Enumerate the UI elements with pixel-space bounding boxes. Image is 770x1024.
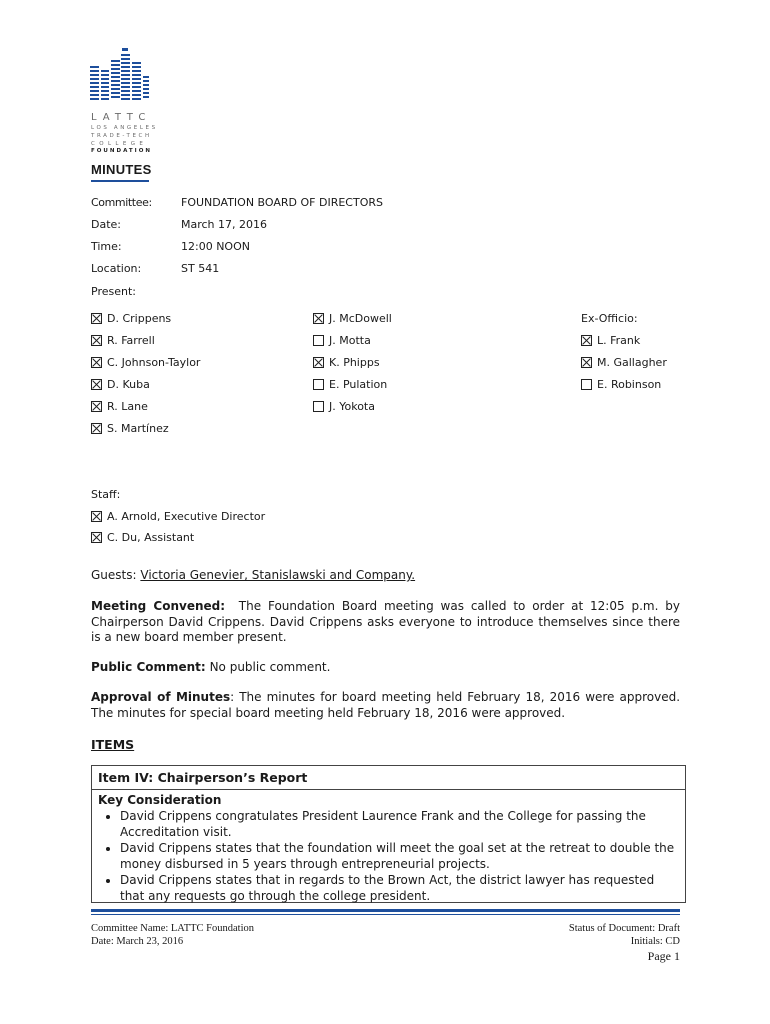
attendee-e-robinson xyxy=(581,378,661,391)
checked-box-icon xyxy=(91,423,102,434)
attendee-name: D. Crippens xyxy=(107,312,172,325)
key-consideration-heading: Key Consideration xyxy=(98,793,222,807)
date-value: March 17, 2016 xyxy=(181,218,268,231)
footer-status: Status of Document: Draft xyxy=(568,923,680,934)
attendee-name: E. Pulation xyxy=(329,378,388,391)
lattc-foundation-logo xyxy=(88,46,152,156)
meeting-convened-label: Meeting Convened: xyxy=(91,599,226,613)
attendee-l-frank xyxy=(581,334,640,347)
ex-officio-label: Ex-Officio: xyxy=(581,312,638,325)
checked-box-icon xyxy=(91,379,102,390)
staff-c-du xyxy=(91,531,194,544)
time-label: Time: xyxy=(91,240,122,253)
attendee-name: E. Robinson xyxy=(597,378,662,391)
meeting-convened-paragraph xyxy=(91,599,680,646)
meeting-convened-text: The Foundation Board meeting was called to order at 12:05 p.m. by Chairperson David Crippens. David Crippens asks everyone to introduce themselves since there is a new board member present. xyxy=(91,599,680,644)
checked-box-icon xyxy=(313,357,324,368)
logo-trade-tech-text: TRADE-TECH xyxy=(91,133,152,139)
page-number: Page 1 xyxy=(647,949,680,963)
approval-text: : The minutes for board meeting held February 18, 2016 were approved. The minutes for special board meeting held February 18, 2016 were approved. xyxy=(91,690,681,720)
time-value: 12:00 NOON xyxy=(181,240,250,253)
guests-line xyxy=(91,568,415,582)
unchecked-box-icon xyxy=(313,401,324,412)
unchecked-box-icon xyxy=(581,379,592,390)
staff-name: A. Arnold, Executive Director xyxy=(107,510,266,523)
title-underline xyxy=(91,180,149,182)
checked-box-icon xyxy=(91,511,102,522)
attendee-name: J. Motta xyxy=(329,334,371,347)
item-iv-body xyxy=(92,790,685,906)
footer-divider-thick xyxy=(91,909,680,912)
checked-box-icon xyxy=(313,313,324,324)
attendee-k-phipps xyxy=(313,356,380,369)
list-item: • David Crippens congratulates President Laurence Frank and the College for passing the Accreditation visit. xyxy=(120,808,679,840)
page-title: MINUTES xyxy=(91,162,152,177)
item-iv-table xyxy=(91,765,686,903)
logo-lattc-text: LATTC xyxy=(91,112,152,123)
attendee-c-johnson-taylor xyxy=(91,356,200,369)
list-item: • David Crippens states that the foundation will meet the goal set at the retreat to double the money disbursed in 5 years through entrepreneurial projects. xyxy=(120,840,679,872)
items-heading: ITEMS xyxy=(91,737,135,752)
checked-box-icon xyxy=(91,532,102,543)
attendee-j-yokota xyxy=(313,400,375,413)
attendee-name: M. Gallagher xyxy=(597,356,667,369)
key-consideration-list xyxy=(98,808,679,904)
attendee-r-farrell xyxy=(91,334,155,347)
attendee-d-crippens xyxy=(91,312,171,325)
approval-paragraph xyxy=(91,690,680,721)
date-label: Date: xyxy=(91,218,121,231)
public-comment-text: No public comment. xyxy=(209,660,331,674)
location-label: Location: xyxy=(91,262,142,275)
staff-name: C. Du, Assistant xyxy=(107,531,195,544)
logo-foundation-text: FOUNDATION xyxy=(91,148,152,154)
checked-box-icon xyxy=(91,357,102,368)
staff-a-arnold xyxy=(91,510,265,523)
public-comment-label: Public Comment: xyxy=(91,660,206,674)
attendee-name: S. Martínez xyxy=(107,422,169,435)
attendee-e-pulation xyxy=(313,378,387,391)
attendee-name: R. Farrell xyxy=(107,334,155,347)
attendee-r-lane xyxy=(91,400,148,413)
guests-value: Victoria Genevier, Stanislawski and Company. xyxy=(140,568,416,582)
attendee-name: J. McDowell xyxy=(329,312,392,325)
attendee-name: J. Yokota xyxy=(329,400,375,413)
checked-box-icon xyxy=(91,401,102,412)
location-value: ST 541 xyxy=(181,262,220,275)
guests-label: Guests: xyxy=(91,568,137,582)
staff-label: Staff: xyxy=(91,488,121,501)
approval-label: Approval of Minutes xyxy=(91,690,231,704)
committee-label: Committee: xyxy=(91,196,152,209)
checked-box-icon xyxy=(91,313,102,324)
attendee-s-martinez xyxy=(91,422,169,435)
attendee-m-gallagher xyxy=(581,356,667,369)
attendee-name: R. Lane xyxy=(107,400,148,413)
attendee-name: L. Frank xyxy=(597,334,641,347)
public-comment-paragraph xyxy=(91,660,680,676)
checked-box-icon xyxy=(91,335,102,346)
attendee-name: D. Kuba xyxy=(107,378,150,391)
present-label: Present: xyxy=(91,285,136,298)
logo-college-text: COLLEGE xyxy=(91,141,148,147)
list-item: • David Crippens states that in regards to the Brown Act, the district lawyer has requested that any requests go through the college president. xyxy=(120,872,679,904)
item-iv-title: Item IV: Chairperson’s Report xyxy=(92,766,685,790)
checked-box-icon xyxy=(581,357,592,368)
checked-box-icon xyxy=(581,335,592,346)
unchecked-box-icon xyxy=(313,335,324,346)
attendee-j-motta xyxy=(313,334,371,347)
attendee-name: K. Phipps xyxy=(329,356,380,369)
footer-date: Date: March 23, 2016 xyxy=(91,936,184,947)
footer-committee-name: Committee Name: LATTC Foundation xyxy=(91,923,255,934)
committee-value: FOUNDATION BOARD OF DIRECTORS xyxy=(181,196,383,209)
logo-los-angeles-text: LOS ANGELES xyxy=(91,125,158,131)
attendee-j-mcdowell xyxy=(313,312,392,325)
attendee-d-kuba xyxy=(91,378,150,391)
footer-initials: Initials: CD xyxy=(630,936,680,947)
unchecked-box-icon xyxy=(313,379,324,390)
attendee-name: C. Johnson-Taylor xyxy=(107,356,201,369)
footer-divider-thin xyxy=(91,914,680,915)
